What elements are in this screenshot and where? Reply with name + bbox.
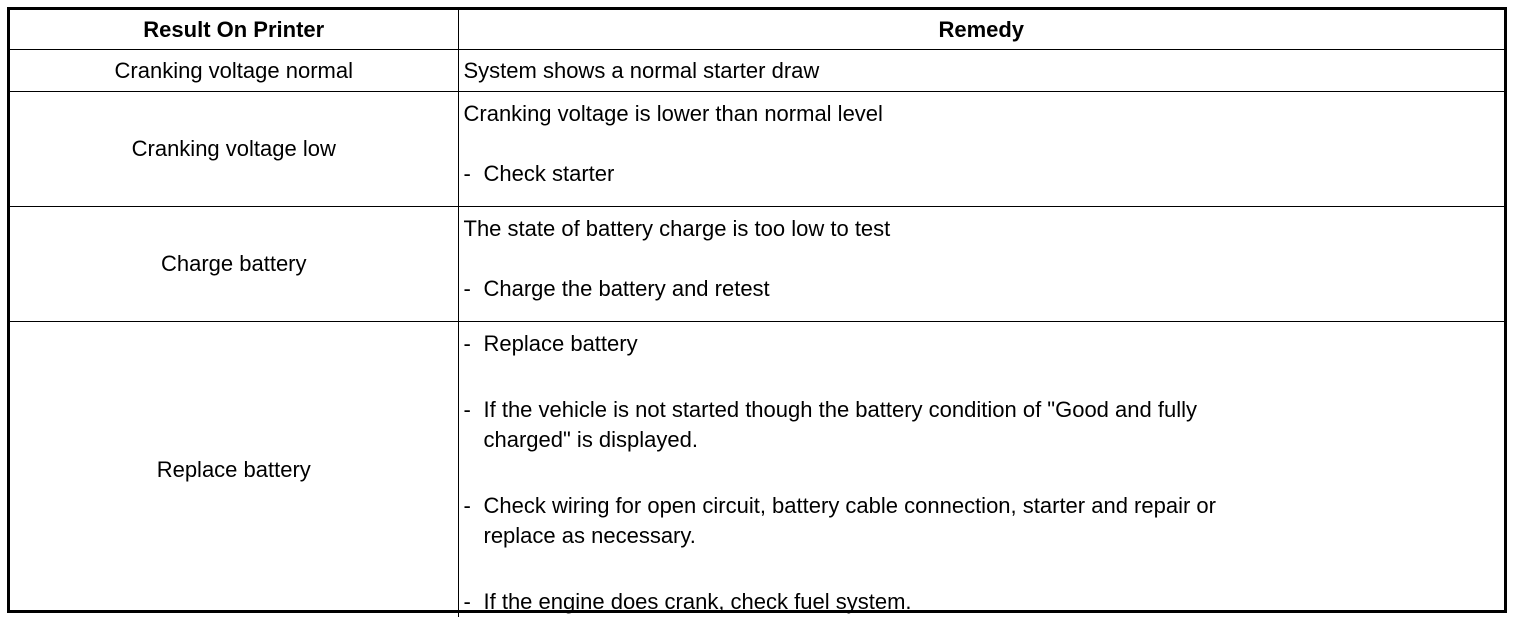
remedy-cell [458, 207, 1504, 322]
header-result-on-printer: Result On Printer [10, 10, 458, 50]
remedy-line: charged" is displayed. [483, 427, 698, 452]
results-table [10, 10, 1504, 617]
remedy-bullet [464, 329, 1505, 359]
remedy-line: Check wiring for open circuit, battery cable connection, starter and repair or [483, 493, 1216, 518]
remedy-bullet [464, 491, 1505, 551]
remedy-bullet [464, 274, 1505, 304]
result-cell: Charge battery [10, 207, 458, 322]
table-row [10, 207, 1504, 322]
remedy-line: Cranking voltage is lower than normal level [463, 101, 883, 126]
result-cell: Replace battery [10, 322, 458, 618]
dash-marker: - [463, 589, 471, 614]
dash-marker: - [463, 276, 471, 301]
remedy-line: replace as necessary. [483, 523, 696, 548]
remedy-line: Charge the battery and retest [483, 276, 770, 301]
battery-test-results-table [7, 7, 1507, 613]
dash-marker: - [463, 397, 471, 422]
table-row [10, 50, 1504, 92]
remedy-line: Replace battery [483, 331, 638, 356]
remedy-cell [458, 322, 1504, 618]
header-row [10, 10, 1504, 50]
header-remedy: Remedy [458, 10, 1504, 50]
result-cell: Cranking voltage normal [10, 50, 458, 92]
remedy-bullet [464, 587, 1505, 617]
remedy-line: Check starter [483, 161, 615, 186]
remedy-line: System shows a normal starter draw [463, 57, 820, 83]
remedy-cell [458, 92, 1504, 207]
table-row [10, 322, 1504, 618]
dash-marker: - [463, 493, 471, 518]
dash-marker: - [463, 161, 471, 186]
table-row [10, 92, 1504, 207]
result-cell: Cranking voltage low [10, 92, 458, 207]
remedy-bullet [464, 159, 1505, 189]
remedy-bullet [464, 395, 1505, 455]
remedy-line: If the engine does crank, check fuel system. [483, 589, 912, 614]
remedy-line: The state of battery charge is too low to test [463, 216, 891, 241]
dash-marker: - [463, 331, 471, 356]
remedy-line: If the vehicle is not started though the battery condition of "Good and fully [483, 397, 1197, 422]
remedy-cell [458, 50, 1504, 92]
